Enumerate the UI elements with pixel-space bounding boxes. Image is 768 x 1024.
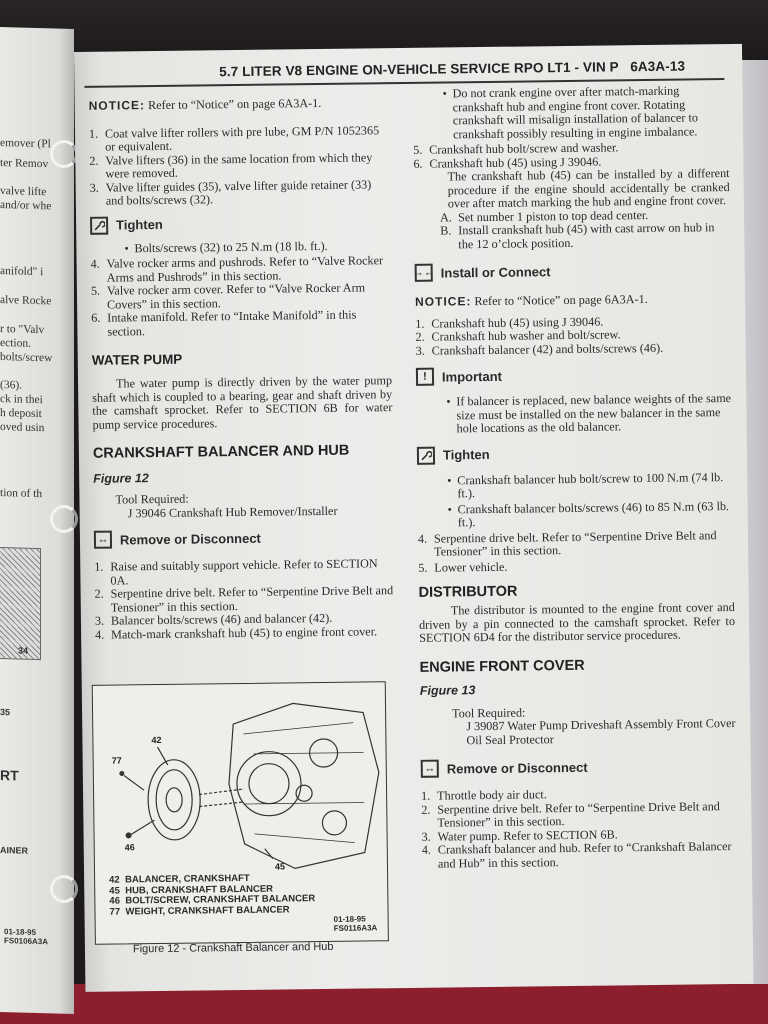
margin-fragment: r to "Valv: [0, 323, 45, 337]
list-item: 2. Serpentine drive belt. Refer to “Serpentine Drive Belt and Tensioner” in this section.: [421, 798, 720, 830]
tighten-bullet: • Crankshaft balancer hub bolt/screw to 100 N.m (74 lb. ft.).: [447, 469, 724, 501]
crankshaft-heading: CRANKSHAFT BALANCER AND HUB: [92, 442, 350, 462]
install-callout: [412, 260, 731, 282]
tighten-label: Tighten: [116, 216, 163, 233]
margin-fragment: ck in thei: [0, 393, 43, 407]
list-item: 5. Lower vehicle.: [418, 559, 508, 575]
margin-fragment: alve Rocke: [0, 294, 52, 308]
tighten-bullet: • Bolts/screws (32) to 25 N.m (18 lb. ft.).: [124, 238, 328, 255]
list-item: 1. Coat valve lifter rollers with pre lube, GM P/N 1052365 or equivalent.: [88, 122, 380, 154]
list-item: 6. Intake manifold. Refer to “Intake Manifold” in this section.: [91, 307, 357, 339]
margin-fragment: ter Remov: [0, 157, 49, 171]
list-item: 5. Valve rocker arm cover. Refer to “Valve Rocker Arm Covers” in this section.: [90, 280, 366, 312]
arrows-together-icon: →←: [415, 264, 433, 282]
list-item: 2. Valve lifters (36) in the same location from which they were removed.: [89, 149, 373, 181]
margin-fragment: bolts/screw: [0, 351, 53, 365]
margin-callout: 34: [18, 645, 29, 656]
remove-steps-list: [421, 786, 738, 871]
remove-callout: [421, 756, 737, 778]
tighten-bullet: • Crankshaft balancer bolts/screws (46) to 85 N.m (63 lb. ft.).: [447, 498, 730, 530]
remove-steps-list: [94, 557, 395, 642]
exclamation-icon: !: [416, 368, 434, 386]
margin-fragment: anifold" i: [0, 265, 44, 279]
list-item: 4. Serpentine drive belt. Refer to “Serpentine Drive Belt and Tensioner” in this section.: [417, 527, 717, 559]
important-callout: [416, 364, 732, 386]
margin-fragment: and/or whe: [0, 199, 52, 213]
tighten-callout: [417, 442, 733, 464]
notice: NOTICE: Refer to “Notice” on page 6A3A-1.: [414, 292, 648, 309]
important-bullet: • If balancer is replaced, new balance weights of the same size must be installed on the new balancer in the same hole locations as the old balancer.: [446, 390, 732, 436]
margin-fragment: emover (Pl: [0, 137, 51, 151]
legend-item: 46 BOLT/SCREW, CRANKSHAFT BALANCER: [109, 893, 316, 907]
distributor-heading: DISTRIBUTOR: [418, 583, 518, 601]
list-item: 2. Crankshaft hub washer and bolt/screw.: [415, 327, 621, 344]
margin-fragment: ection.: [0, 337, 31, 350]
margin-engine-illustration: [0, 547, 41, 660]
list-item: 3. Balancer bolts/screws (46) and balancer (42).: [94, 610, 333, 628]
list-item: B. Install crankshaft hub (45) with cast arrow on hub in the 12 o’clock position.: [440, 220, 715, 251]
tighten-label: Tighten: [442, 446, 490, 463]
margin-fragment: oved usin: [0, 421, 45, 435]
figure-caption: Figure 12 - Crankshaft Balancer and Hub: [132, 940, 334, 956]
list-item: 3. Valve lifter guides (35), valve lifter guide retainer (33) and bolts/screws (32).: [89, 176, 372, 208]
tool-required-item: J 39087 Water Pump Driveshaft Assembly Front Cover Oil Seal Protector: [466, 715, 736, 747]
figure-callout: 45: [274, 861, 286, 872]
page-header: [219, 58, 719, 79]
binder-ring: [50, 505, 78, 533]
list-item: 1. Raise and suitably support vehicle. Refer to SECTION 0A.: [94, 556, 378, 588]
margin-fragment: valve lifte: [0, 185, 47, 199]
figure-code: 01-18-95 FS0116A3A: [333, 914, 378, 933]
list-item: 3. Water pump. Refer to SECTION 6B.: [421, 826, 618, 844]
install-label: Install or Connect: [440, 263, 551, 281]
wrench-icon: [90, 216, 108, 234]
figure-callout: 46: [124, 842, 135, 853]
water-pump-heading: WATER PUMP: [91, 351, 183, 368]
figure-legend: [109, 873, 315, 918]
front-cover-heading: ENGINE FRONT COVER: [419, 657, 585, 676]
install-steps-list: [415, 313, 731, 357]
install-steps-list-continued: [418, 528, 734, 574]
manual-page: [74, 44, 753, 992]
notice: NOTICE: Refer to “Notice” on page 6A3A-1.: [88, 95, 322, 113]
figure-reference: Figure 12: [93, 471, 149, 486]
sub-steps-list: [440, 207, 730, 251]
list-item: 3. Crankshaft balancer (42) and bolts/screws (46).: [415, 340, 664, 358]
install-steps-list-continued: [91, 254, 392, 339]
header-title: 5.7 LITER V8 ENGINE ON-VEHICLE SERVICE RPO LT1 - VIN P: [219, 59, 619, 80]
remove-callout: [94, 527, 394, 549]
list-item: A. Set number 1 piston to top dead center.: [439, 207, 649, 225]
list-item: 6. Crankshaft hub (45) using J 39046.: [413, 154, 602, 171]
margin-figure-code: 01-18-95 FS0106A3A: [4, 927, 49, 947]
right-column: [412, 84, 738, 871]
tool-required-label: Tool Required:: [115, 491, 189, 507]
margin-fragment: AINER: [0, 845, 29, 856]
tighten-bullets: [447, 470, 734, 529]
legend-item: 45 HUB, CRANKSHAFT BALANCER: [109, 883, 274, 897]
water-pump-text: The water pump is directly driven by the water pump shaft which is coupled to a bearing, gear and shaft driven by the camshaft sprocket. Refer to SECTION 6B for water pump service procedures.: [92, 373, 393, 432]
figure-reference: Figure 13: [419, 682, 476, 698]
remove-label: Remove or Disconnect: [119, 530, 261, 547]
list-item: 4. Crankshaft balancer and hub. Refer to “Crankshaft Balancer and Hub” in this section.: [421, 839, 732, 871]
margin-fragment: RT: [0, 767, 19, 784]
binder-ring: [50, 875, 78, 903]
tighten-callout: [90, 213, 390, 235]
left-column: [89, 92, 396, 642]
arrows-apart-icon: ↔: [94, 531, 112, 549]
caution-bullet: • Do not crank engine over after match-marking crankshaft hub and engine front cover. Rotating crankshaft will misalign installation of balancer to crankshaft possibly resulting in engine imbalance.: [442, 83, 698, 141]
list-item: 5. Crankshaft hub bolt/screw and washer.: [413, 140, 619, 157]
legend-item: 42 BALANCER, CRANKSHAFT: [109, 872, 250, 886]
arrows-apart-icon: ↔: [421, 760, 439, 778]
tool-required-label: Tool Required:: [452, 705, 526, 720]
margin-fragment: (36).: [0, 379, 23, 392]
hub-install-note: The crankshaft hub (45) can be installed by a different procedure if the engine should accidentally be cranked over after match marking the hub and engine front cover.: [447, 166, 730, 211]
remove-label: Remove or Disconnect: [446, 759, 588, 776]
page-number: 6A3A-13: [630, 58, 686, 75]
list-item: 4. Match-mark crankshaft hub (45) to engine front cover.: [95, 623, 378, 642]
legend-item: 77 WEIGHT, CRANKSHAFT BALANCER: [109, 903, 290, 918]
important-label: Important: [441, 368, 503, 385]
tool-required-item: J 39046 Crankshaft Hub Remover/Installer: [127, 503, 338, 520]
crankshaft-balancer-illustration: [93, 682, 387, 886]
wrench-icon: [417, 446, 435, 464]
distributor-text: The distributor is mounted to the engine front cover and driven by a pin connected to the camshaft sprocket. Refer to SECTION 6D4 for the distributor service procedures.: [418, 599, 736, 645]
list-item: 4. Valve rocker arms and pushrods. Refer to “Valve Rocker Arms and Pushrods” in this section.: [90, 253, 384, 285]
margin-fragment: tion of th: [0, 487, 43, 501]
list-item: 1. Crankshaft hub (45) using J 39046.: [415, 314, 604, 331]
install-steps-list: [89, 124, 390, 209]
binder-ring: [50, 140, 78, 168]
margin-fragment: h deposit: [0, 407, 42, 421]
list-item: 2. Serpentine drive belt. Refer to “Serpentine Drive Belt and Tensioner” in this section.: [94, 583, 394, 615]
figure-callout: 42: [151, 734, 162, 746]
figure-callout: 77: [111, 755, 122, 766]
figure-12: [92, 681, 389, 945]
list-item: 1. Throttle body air duct.: [421, 787, 547, 803]
margin-callout: 35: [0, 707, 11, 718]
